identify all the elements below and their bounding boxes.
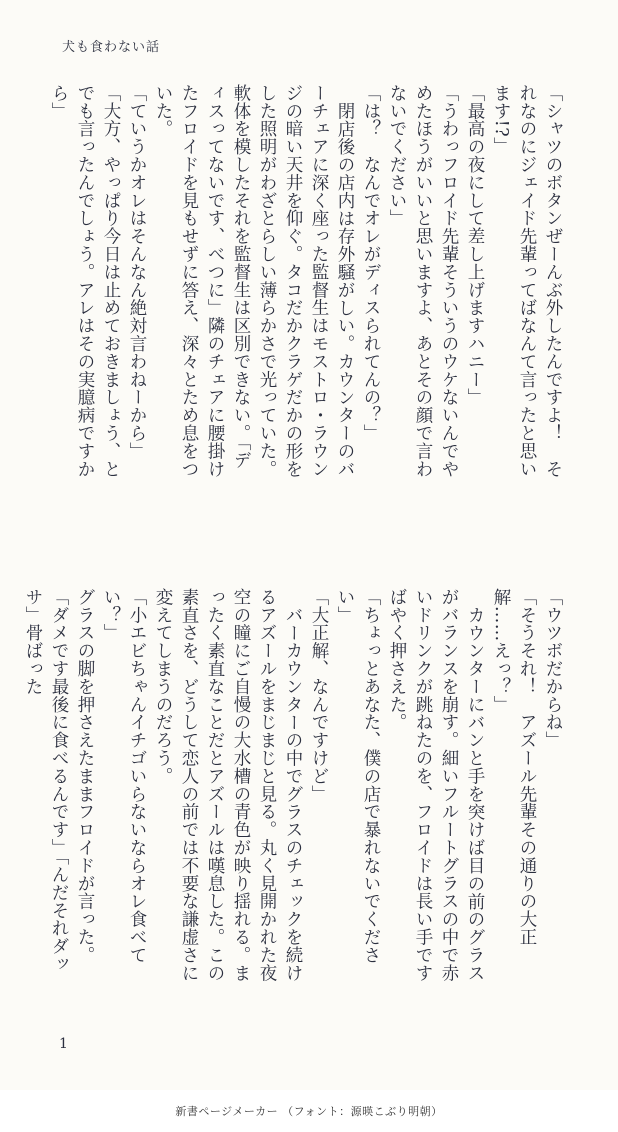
text-block-top bbox=[49, 84, 566, 484]
paragraph: グラスの脚を押さえたままフロイドが言った。「ダメです最後に食べるんです」「んだそれダッサ」骨ばった bbox=[23, 588, 95, 974]
paragraph: 「大方、やっぱり今日は止めておきましょう、とでも言ったんでしょう。アレはその実臆病ですから」 bbox=[49, 84, 121, 478]
paragraph: 「ていうかオレはそんなん絶対言わねーから」 bbox=[127, 84, 147, 460]
running-head: 犬も食わない話 bbox=[62, 40, 161, 55]
footer bbox=[0, 1090, 618, 1132]
text-block-bottom bbox=[23, 588, 566, 988]
paragraph: 「ウツボだからね」 bbox=[543, 588, 563, 750]
paragraph: 「そうそれ！ アズール先輩その通りの大正解……えっ？」 bbox=[491, 588, 537, 946]
paragraph: 「最高の夜にして差し上げますハニー」 bbox=[465, 84, 485, 407]
paragraph: 「は？ なんでオレがディスられてんの？」 bbox=[361, 84, 381, 442]
paragraph: 「うわっフロイド先輩そういうのウケないんでやめたほうがいいと思いますよ、あとその顔で言わないでください」 bbox=[387, 84, 459, 478]
page-number: 1 bbox=[59, 1036, 68, 1052]
footer-credit: 新書ページメーカー （フォント：源暎こぶり明朝） bbox=[175, 1105, 443, 1118]
paragraph: 閉店後の店内は存外騒がしい。カウンターのバーチェアに深く座った監督生はモストロ・ラウンジの暗い天井を仰ぐ。タコだかクラゲだかの形をした照明がわざとらしい薄らかさで光っていた。軟体を模したそれを監督生は区別できない。「ディスってないです、べつに」隣のチェアに腰掛けたフロイドを見もせずに答え、深々とため息をついた。 bbox=[153, 84, 355, 478]
paragraph: バーカウンターの中でグラスのチェックを続けるアズールをまじまじと見る。丸く見開かれた夜空の瞳にご自慢の大水槽の青色が映り揺れる。まったく素直なことだとアズールは嘆息した。この素直さを、どうして恋人の前では不要な謙虚さに変えてしまうのだろう。 bbox=[153, 588, 303, 982]
paragraph: カウンターにバンと手を突けば目の前のグラスがバランスを崩す。細いフルートグラスの中で赤いドリンクが跳ねたのを、フロイドは長い手ですばやく押さえた。 bbox=[387, 588, 485, 982]
paragraph: 「シャツのボタンぜーんぶ外したんですよ！ それなのにジェイド先輩ってばなんて言ったと思います!?」 bbox=[491, 84, 563, 478]
paragraph: 「小エビちゃんイチゴいらないならオレ食べてい？」 bbox=[101, 588, 147, 964]
paragraph: 「大正解、なんですけど」 bbox=[309, 588, 329, 803]
paragraph: 「ちょっとあなた、僕の店で暴れないでください」 bbox=[335, 588, 381, 964]
